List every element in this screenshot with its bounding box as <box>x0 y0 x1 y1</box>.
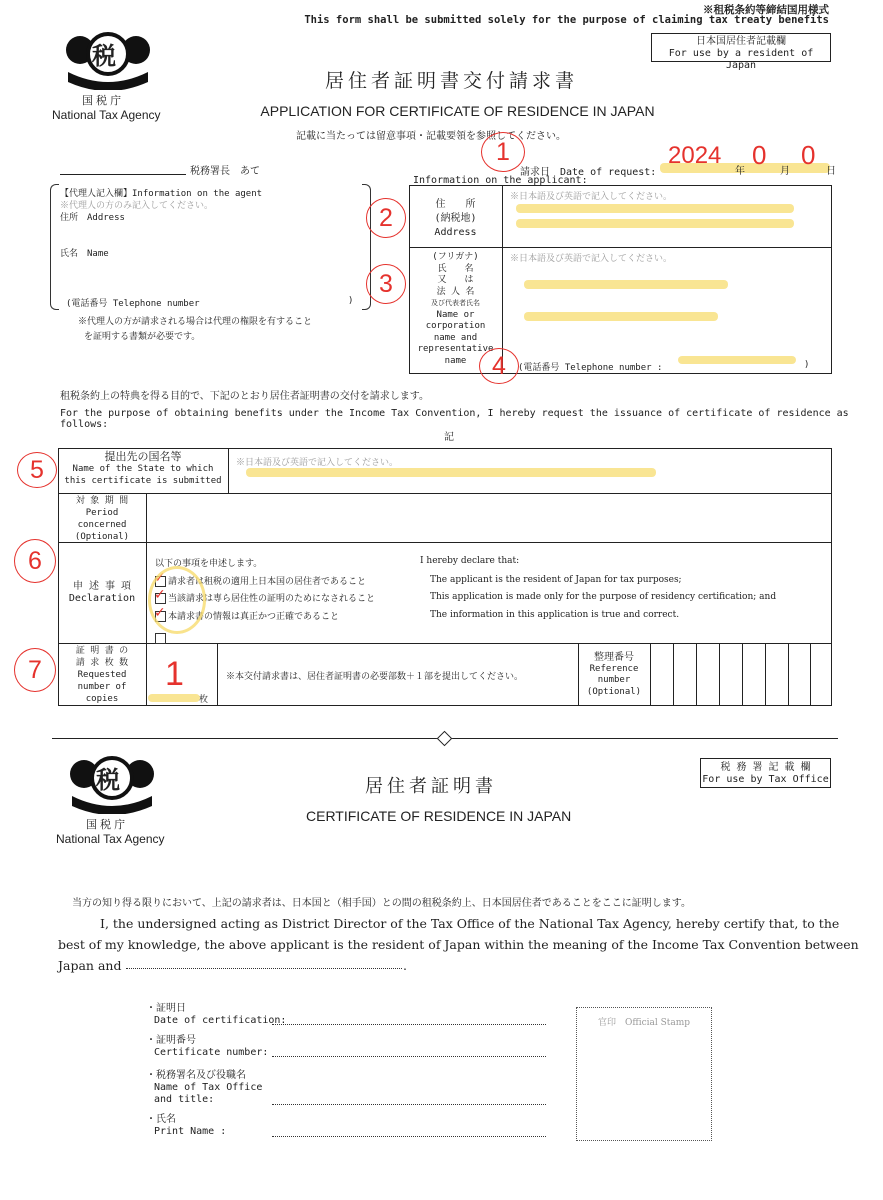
agent-bracket-left <box>50 184 59 310</box>
name-value-1[interactable] <box>524 280 728 289</box>
name-value-2[interactable] <box>524 312 718 321</box>
period-input[interactable] <box>150 497 828 539</box>
form-type-label: ※租税条約等締結国用様式 <box>703 4 829 16</box>
state-value[interactable] <box>246 468 656 477</box>
copies-label-jp-2: 請 求 枚 数 <box>75 658 129 668</box>
annotation-3: 3 <box>366 264 406 304</box>
purpose-jp: 租税条約上の特典を得る目的で、下記のとおり居住者証明書の交付を請求します。 <box>60 391 429 402</box>
ref-label-en-2: number <box>597 675 631 685</box>
field-office-en2: and title: <box>154 1094 215 1105</box>
address-hint: ※日本語及び英語で記入してください。 <box>510 192 673 202</box>
declaration-item-3-en: The information in this application is true and correct. <box>430 610 680 620</box>
applicant-box-col-divider <box>502 185 503 374</box>
copies-label-en-3: copies <box>85 694 119 704</box>
name-label-2: 又 は <box>437 275 474 285</box>
agent-proxy-note-1: ※代理人の方が請求される場合は代理の権限を有すること <box>78 317 313 327</box>
state-label <box>58 451 228 487</box>
declaration-intro-en: I hereby declare that: <box>420 556 520 566</box>
date-day-unit: 日 <box>826 166 836 177</box>
annotation-5: 5 <box>17 452 57 488</box>
name-label-en-1: Name or <box>436 309 475 320</box>
certificate-statement-jp: 当方の知り得る限りにおいて、上記の請求者は、日本国と（相手国）との間の租税条約上、日本国居住者であることをここに証明します。 <box>72 898 691 909</box>
check-icon: ✓ <box>154 587 166 603</box>
field-number <box>146 1035 268 1059</box>
state-label-en-2: this certificate is submitted <box>64 476 222 486</box>
copies-unit: 枚 <box>199 695 209 705</box>
declaration-label <box>58 581 146 605</box>
tax-office-box-jp: 税 務 署 記 載 欄 <box>720 762 811 773</box>
ref-number-cells[interactable] <box>650 643 832 706</box>
name-label-en-5: name <box>444 355 467 366</box>
declaration-item-2-jp: 当該請求は専ら居住性の証明のためになされること <box>168 594 376 604</box>
tax-office-box <box>700 758 831 788</box>
annotation-1: 1 <box>481 132 525 172</box>
table-row-divider-2 <box>58 542 832 543</box>
agent-proxy-note-2: を証明する書類が必要です。 <box>84 332 201 342</box>
name-phone-label: (電話番号 Telephone number : <box>518 363 663 373</box>
annotation-4: 4 <box>479 348 519 384</box>
certificate-number-input[interactable] <box>272 1056 546 1057</box>
resident-box-en: For use by a resident of Japan <box>668 48 814 71</box>
agency-name-en: National Tax Agency <box>52 108 161 122</box>
date-of-certification-input[interactable] <box>272 1024 546 1025</box>
application-note: 記載に当たっては留意事項・記載要領を参照してください。 <box>296 131 566 142</box>
label-col-divider <box>146 493 147 706</box>
applicant-info-label: Information on the applicant: <box>413 175 588 186</box>
tax-office-line[interactable] <box>60 174 186 175</box>
official-stamp-label: 官印 Official Stamp <box>597 1018 691 1028</box>
check-highlight-circle <box>148 566 206 634</box>
period-label <box>58 495 146 543</box>
agent-phone-close: ) <box>348 296 354 306</box>
date-year[interactable]: 2024 <box>668 142 722 169</box>
name-label-3: 法 人 名 <box>436 286 475 297</box>
address-value-2[interactable] <box>516 219 794 228</box>
date-month[interactable]: 0 <box>752 140 767 170</box>
field-office-en: Name of Tax Office <box>154 1082 263 1093</box>
field-office <box>146 1070 262 1106</box>
copies-label-jp-1: 証 明 書 の <box>75 646 129 656</box>
declaration-label-jp: 申 述 事 項 <box>72 581 132 592</box>
copies-note: ※本交付請求書は、居住者証明書の必要部数＋１部を提出してください。 <box>226 672 524 682</box>
date-label: 請求日 Date of request: <box>520 167 657 178</box>
field-date-jp: ・証明日 <box>146 1003 186 1014</box>
applicant-box-divider <box>409 247 832 248</box>
copies-label-en-1: Requested <box>77 670 127 680</box>
annotation-7: 7 <box>14 648 56 692</box>
agency-name-jp: 国 税 庁 <box>82 95 122 107</box>
name-furigana: (フリガナ) <box>432 252 479 262</box>
agent-note: ※代理人の方のみ記入してください。 <box>60 201 214 211</box>
copies-label <box>58 645 146 705</box>
purpose-en: For the purpose of obtaining benefits under the Income Tax Convention, I hereby request the issuance of certificate of residence as follows: <box>60 408 849 430</box>
tax-office-box-en: For use by Tax Office <box>702 774 829 785</box>
agent-phone-label: (電話番号 Telephone number <box>66 299 200 309</box>
submission-note: This form shall be submitted solely for the purpose of claiming tax treaty benefits <box>304 14 829 26</box>
agent-name-label: 氏名 Name <box>60 249 109 259</box>
date-year-unit: 年 <box>735 166 745 177</box>
print-name-input[interactable] <box>272 1136 546 1137</box>
statement-end: . <box>403 958 407 973</box>
declaration-label-en: Declaration <box>68 593 136 604</box>
address-label-1: 住 所 <box>435 199 476 210</box>
certificate-statement-en-3: Japan and <box>58 958 122 973</box>
logo-char-2: 税 <box>96 767 120 794</box>
annotation-2: 2 <box>366 198 406 238</box>
name-hint: ※日本語及び英語で記入してください。 <box>510 254 673 264</box>
ref-label-en-3: (Optional) <box>586 686 642 697</box>
field-office-jp: ・税務署名及び役職名 <box>146 1070 246 1081</box>
tax-office-name-input[interactable] <box>272 1104 546 1105</box>
name-label-1: 氏 名 <box>437 263 474 274</box>
state-row-divider <box>228 448 229 493</box>
agency-name-en-2: National Tax Agency <box>56 832 165 846</box>
date-month-unit: 月 <box>780 166 790 177</box>
ref-label-jp: 整理番号 <box>594 652 634 663</box>
ki-label: 記 <box>444 432 454 443</box>
field-print-name-en: Print Name : <box>154 1126 227 1137</box>
ref-label-en-1: Reference <box>589 663 639 674</box>
certificate-title-jp: 居住者証明書 <box>365 776 497 797</box>
field-print-name <box>146 1114 226 1138</box>
check-icon: ✓ <box>154 570 166 586</box>
name-label-en-3: name and <box>433 332 478 343</box>
field-number-jp: ・証明番号 <box>146 1035 196 1046</box>
copies-divider <box>217 643 218 706</box>
state-label-en-1: Name of the State to which <box>72 464 214 474</box>
resident-box-jp: 日本国居住者記載欄 <box>696 36 786 47</box>
address-label-2: (納税地) <box>434 213 477 224</box>
agency-name-jp-2: 国 税 庁 <box>86 819 126 831</box>
period-label-en-2: concerned <box>77 520 127 530</box>
address-label-en: Address <box>434 227 477 238</box>
check-icon: ✓ <box>154 605 166 621</box>
field-number-en: Certificate number: <box>154 1047 269 1058</box>
state-hint: ※日本語及び英語で記入してください。 <box>236 458 399 468</box>
application-title-jp: 居住者証明書交付請求書 <box>324 70 578 92</box>
table-row-divider-1 <box>58 493 832 494</box>
declaration-item-1-en: The applicant is the resident of Japan for tax purposes; <box>430 575 682 585</box>
name-phone-close: ) <box>804 360 810 370</box>
certificate-title-en: CERTIFICATE OF RESIDENCE IN JAPAN <box>306 808 572 824</box>
declaration-item-3-jp: 本請求書の情報は真正かつ正確であること <box>168 612 340 622</box>
name-phone-value[interactable] <box>678 356 796 364</box>
declaration-intro-jp: 以下の事項を申述します。 <box>155 559 263 569</box>
annotation-6: 6 <box>14 539 56 583</box>
name-label-en-4: representative <box>417 344 494 354</box>
date-day[interactable]: 0 <box>801 140 816 170</box>
address-value-1[interactable] <box>516 204 794 213</box>
declaration-item-1-jp: 請求者は租税の適用上日本国の居住者であること <box>168 577 367 587</box>
copies-value[interactable]: 1 <box>165 655 184 693</box>
address-label <box>409 198 502 240</box>
application-title-en: APPLICATION FOR CERTIFICATE OF RESIDENCE IN JAPAN <box>260 103 655 119</box>
logo-char: 税 <box>92 43 116 70</box>
copies-label-en-2: number of <box>77 682 127 692</box>
agent-address-label: 住所 Address <box>60 213 125 223</box>
certificate-statement-en-1: I, the undersigned acting as District Director of the Tax Office of the National Tax Agency, hereby certify that, to the <box>100 916 840 931</box>
declaration-checkbox-4[interactable] <box>155 633 166 644</box>
country-input[interactable] <box>126 968 402 969</box>
period-label-jp: 対 象 期 間 <box>75 496 129 506</box>
ref-label <box>578 652 650 698</box>
resident-box <box>651 33 831 71</box>
field-date-en: Date of certification: <box>154 1015 287 1026</box>
name-label-en-2: corporation <box>425 321 486 331</box>
declaration-item-2-en: This application is made only for the purpose of residency certification; and <box>430 592 777 602</box>
copies-highlight <box>148 694 200 702</box>
name-label-4: 及び代表者氏名 <box>431 299 480 307</box>
tax-office-suffix: 税務署長 あて <box>190 166 260 177</box>
field-date <box>146 1003 286 1027</box>
diamond-icon <box>437 731 453 747</box>
state-label-jp: 提出先の国名等 <box>104 450 182 463</box>
period-label-en-1: Period <box>85 508 119 518</box>
period-label-en-3: (Optional) <box>74 532 130 542</box>
agent-heading: 【代理人記入欄】Information on the agent <box>60 189 263 199</box>
field-print-name-jp: ・氏名 <box>146 1114 176 1125</box>
certificate-statement-en-2: best of my knowledge, the above applicant is the resident of Japan within the meaning of the Income Tax Convention between <box>58 937 859 952</box>
